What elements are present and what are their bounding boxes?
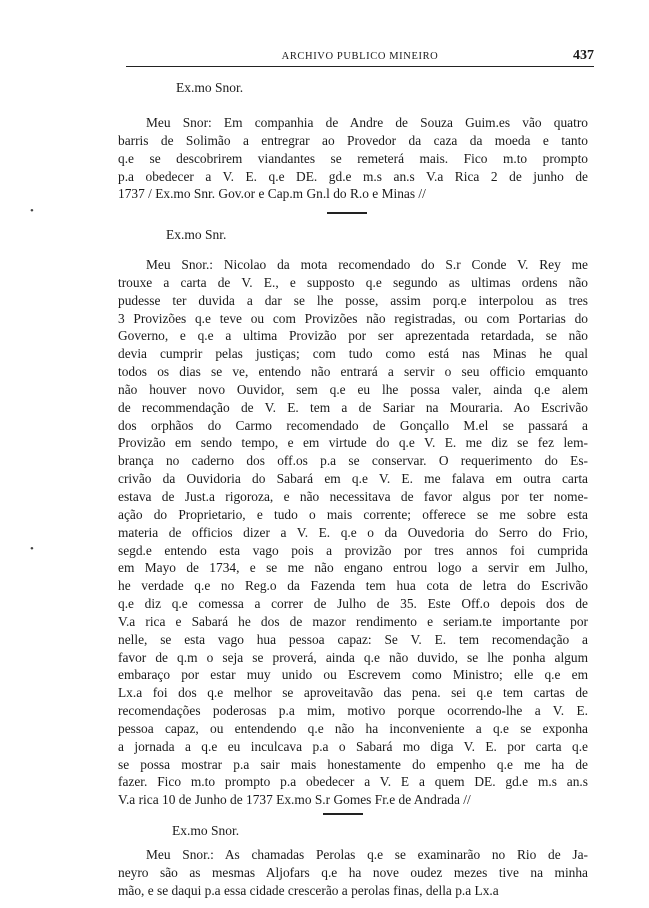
text-line: nelle, se esta vago hua pessoa capaz: Se V. E. tem recomendação a [118,631,588,647]
margin-mark: • [30,543,34,555]
text-line: Meu Snor.: Nicolao da mota recomendado do S.r Conde V. Rey me [146,257,588,272]
text-line: materia de officios dizer a V. E. q.e o da Ouvedoria do Serro do Frio, [118,524,588,540]
text-line: recomendações poderosas p.a mim, motivo porque ocorrendo-lhe a V. E. [118,703,588,719]
letter-separator [327,212,367,214]
text-line: 3 Provizões q.e teve ou com Provizões não registradas, ou com Portarias do [118,310,588,326]
text-line: Meu Snor.: As chamadas Perolas q.e se examinarão no Rio de Ja- [146,847,588,862]
letter-separator [323,813,363,815]
text-line: embaraço por estar muy unido ou Escrevem como Ministro; elle q.e em [118,667,588,683]
text-line: Meu Snor: Em companhia de Andre de Souza Guim.es vão quatro [146,115,588,130]
text-line: não houver novo Ouvidor, sem q.e eu lhe possa valer, ainda q.e alem [118,381,588,397]
text-line: segd.e entendo esta vago pois a provizão por tres annos foi cumprida [118,542,588,558]
text-line: q.e diz q.e comessa a correr de Julho de 35. Este Off.o depois dos de [118,596,588,612]
text-line: V.a rica e Sabará he dos de mazor rendimento e seriam.te importante por [118,613,588,629]
text-line: crivão da Ouvidoria do Sabará em q.e V. E. me falava em outra carta [118,471,588,487]
letter-3-body [118,846,588,900]
page-header [126,50,594,64]
text-line: fazer. Fico m.to prompto p.a obedecer a V. E a quem DE. gd.e m.s an.s [118,774,588,790]
header-rule [126,66,594,67]
text-line: todos os dias se ve, entendo não entrará a servir o seu officio emquanto [118,364,588,380]
text-line: barris de Solimão a entregrar ao Provedor da caza da moeda e tanto [118,132,588,148]
text-line: estava de Just.a rigoroza, e não necessitava de favor algus por ter nome- [118,488,588,504]
text-line: em Mayo de 1734, e se me não engano entrou logo a servir em Julho, [118,560,588,576]
text-line: ação do Proprietario, e tudo o mais corrente; offerece se me sobre esta [118,506,588,522]
text-line: brança no caderno dos off.os p.a se conservar. O requerimento do Es- [118,453,588,469]
text-line: mão, e se daqui p.a essa cidade crescerão a perolas finas, della p.a Lx.a [118,882,499,898]
text-line: he verdade q.e no Reg.o da Fazenda tem hua cota de letra do Escrivão [118,578,588,594]
letter-2-body [118,256,588,809]
text-line: de recommendação de V. E. tem a de Sariar na Mouraria. Ao Escrivão [118,399,588,415]
letter-2-salutation: Ex.mo Snr. [166,227,227,242]
letter-3-salutation: Ex.mo Snor. [172,823,240,838]
text-line: se possa mostrar p.a sair mais honestamente do empenho q.e me ha de [118,756,588,772]
text-line: Provizão em sendo tempo, e em virtude do q.e V. E. me diz se fez lem- [118,435,588,451]
letter-1-body [118,114,588,203]
text-line: Lx.a foi dos q.e melhor se aproveitavão das pena. sei q.e tem cartas de [118,685,588,701]
text-line: V.a rica 10 de Junho de 1737 Ex.mo S.r Gomes Fr.e de Andrada // [118,792,471,808]
text-line: 1737 / Ex.mo Snr. Gov.or e Cap.m Gn.l do R.o e Minas // [118,186,426,202]
text-line: pessoa capaz, ou entendendo q.e não ha inconveniente a q.e se exponha [118,720,588,736]
text-line: favor de q.m o seja se proverá, ainda q.e não duvido, se lhe ponha algum [118,649,588,665]
text-line: p.a obedecer a V. E. q.e DE. gd.e m.s an.s V.a Rica 2 de junho de [118,168,588,184]
text-line: q.e se descobrirem viandantes se remeterá mais. Fico m.to prompto [118,150,588,166]
running-title: ARCHIVO PUBLICO MINEIRO [281,51,439,62]
text-line: dos orphãos do Carmo recomendado de Gonçallo M.el se passará a [118,417,588,433]
text-line: trouxe a carta de V. E., e supposto q.e segundo as ultimas ordens não [118,274,588,290]
text-line: pudesse ter duvida a dar se lhe posse, assim porq.e interpolou as tres [118,292,588,308]
text-line: devia cumprir pelas justiças; com tudo como está nas Minas he qual [118,346,588,362]
text-line: a jornada a q.e eu inculcava p.a o Sabará mo diga V. E. por carta q.e [118,738,588,754]
margin-mark: • [30,205,34,217]
text-line: neyro são as mesmas Aljofars q.e ha nove oudez mezes tive na minha [118,864,588,880]
text-line: Governo, e q.e a ultima Provizão por ser aprezentada retardada, se não [118,328,588,344]
page-number: 437 [573,48,594,63]
letter-1-salutation: Ex.mo Snor. [176,80,244,95]
